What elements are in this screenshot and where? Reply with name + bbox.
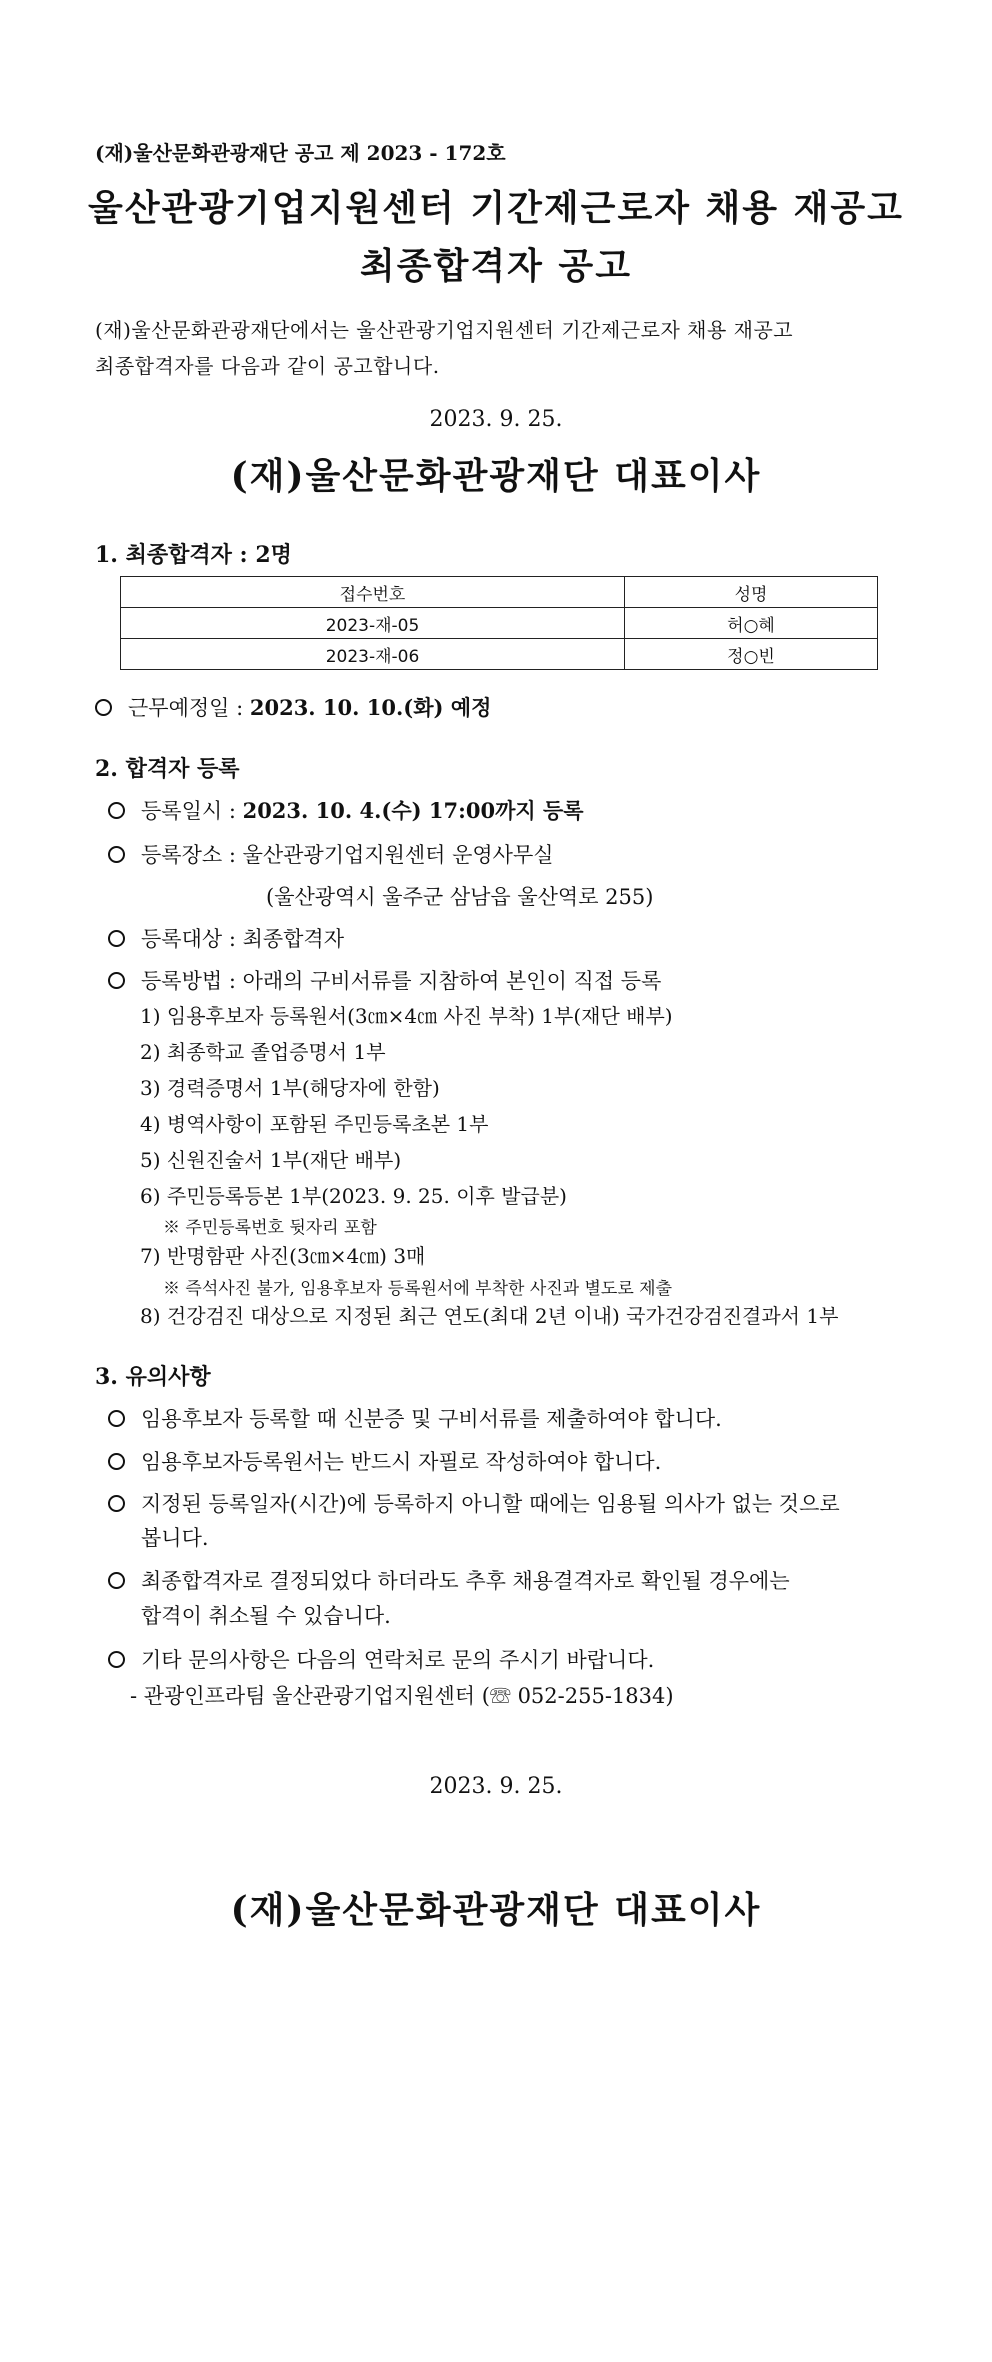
contact-line: - 관광인프라팀 울산관광기업지원센터 (☏ 052-255-1834) xyxy=(130,1684,674,1708)
finalist-table xyxy=(120,576,878,670)
reg-place-item xyxy=(108,839,554,869)
reg-datetime-label: 등록일시 : xyxy=(141,799,243,823)
reg-method-text: 등록방법 : 아래의 구비서류를 지참하여 본인이 직접 등록 xyxy=(141,969,662,993)
cell-receipt-number: 2023-재-05 xyxy=(121,608,625,639)
work-date-item xyxy=(95,692,491,722)
caution-item xyxy=(108,1565,790,1595)
caution-item xyxy=(108,1446,661,1476)
section1-heading: 1. 최종합격자 : 2명 xyxy=(95,542,292,568)
cell-receipt-number: 2023-재-06 xyxy=(121,639,625,670)
section3-heading: 3. 유의사항 xyxy=(95,1364,211,1390)
caution-continuation: 봅니다. xyxy=(141,1526,209,1550)
header-receipt-number: 접수번호 xyxy=(121,577,625,608)
caution-item xyxy=(108,1644,654,1674)
circle-bullet-icon xyxy=(108,802,125,819)
circle-bullet-icon xyxy=(108,972,125,989)
reg-datetime-item xyxy=(108,795,584,825)
document-item: 3) 경력증명서 1부(해당자에 한함) xyxy=(140,1076,440,1100)
document-note: ※ 주민등록번호 뒷자리 포함 xyxy=(163,1218,377,1238)
circle-bullet-icon xyxy=(108,1453,125,1470)
cell-name: 정○빈 xyxy=(625,639,878,670)
document-item: 2) 최종학교 졸업증명서 1부 xyxy=(140,1040,386,1064)
reg-target-text: 등록대상 : 최종합격자 xyxy=(141,927,344,951)
circle-bullet-icon xyxy=(95,699,112,716)
table-header-row xyxy=(121,577,878,608)
top-date: 2023. 9. 25. xyxy=(429,407,563,432)
circle-bullet-icon xyxy=(108,1651,125,1668)
reg-method-item xyxy=(108,965,661,995)
caution-text: 임용후보자등록원서는 반드시 자필로 작성하여야 합니다. xyxy=(141,1450,662,1474)
document-item: 8) 건강검진 대상으로 지정된 최근 연도(최대 2년 이내) 국가건강검진결과서 1부 xyxy=(140,1304,839,1328)
circle-bullet-icon xyxy=(108,1495,125,1512)
bottom-issuer: (재)울산문화관광재단 대표이사 xyxy=(230,1889,762,1931)
reg-datetime-value: 2023. 10. 4.(수) 17:00까지 등록 xyxy=(242,798,584,823)
document-item: 7) 반명함판 사진(3㎝×4㎝) 3매 xyxy=(140,1244,426,1268)
section2-heading: 2. 합격자 등록 xyxy=(95,756,240,782)
document-note: ※ 즉석사진 불가, 임용후보자 등록원서에 부착한 사진과 별도로 제출 xyxy=(163,1279,673,1299)
intro-line2: 최종합격자를 다음과 같이 공고합니다. xyxy=(95,354,440,378)
circle-bullet-icon xyxy=(108,930,125,947)
top-issuer: (재)울산문화관광재단 대표이사 xyxy=(230,455,762,497)
caution-text: 최종합격자로 결정되었다 하더라도 추후 채용결격자로 확인될 경우에는 xyxy=(141,1569,790,1593)
reg-place-text: 등록장소 : 울산관광기업지원센터 운영사무실 xyxy=(141,843,554,867)
caution-text: 지정된 등록일자(시간)에 등록하지 아니할 때에는 임용될 의사가 없는 것으로 xyxy=(141,1492,840,1516)
circle-bullet-icon xyxy=(108,846,125,863)
document-item: 5) 신원진술서 1부(재단 배부) xyxy=(140,1148,402,1172)
bottom-date: 2023. 9. 25. xyxy=(429,1774,563,1799)
intro-line1: (재)울산문화관광재단에서는 울산관광기업지원센터 기간제근로자 채용 재공고 xyxy=(95,318,794,342)
document-item: 6) 주민등록등본 1부(2023. 9. 25. 이후 발급분) xyxy=(140,1184,567,1208)
page-title-line2: 최종합격자 공고 xyxy=(360,245,632,287)
caution-continuation: 합격이 취소될 수 있습니다. xyxy=(141,1604,391,1628)
table-row xyxy=(121,608,878,639)
circle-bullet-icon xyxy=(108,1410,125,1427)
notice-number: (재)울산문화관광재단 공고 제 2023 - 172호 xyxy=(95,141,506,165)
header-name: 성명 xyxy=(625,577,878,608)
page-title-line1: 울산관광기업지원센터 기간제근로자 채용 재공고 xyxy=(88,187,904,229)
reg-place-address: (울산광역시 울주군 삼남읍 울산역로 255) xyxy=(266,885,654,909)
table-row xyxy=(121,639,878,670)
circle-bullet-icon xyxy=(108,1572,125,1589)
work-date-value: 2023. 10. 10.(화) 예정 xyxy=(249,695,492,720)
work-date-label: 근무예정일 : xyxy=(128,696,250,720)
caution-text: 기타 문의사항은 다음의 연락처로 문의 주시기 바랍니다. xyxy=(141,1648,655,1672)
caution-item xyxy=(108,1488,840,1518)
document-item: 1) 임용후보자 등록원서(3㎝×4㎝ 사진 부착) 1부(재단 배부) xyxy=(140,1004,673,1028)
caution-item xyxy=(108,1403,722,1433)
cell-name: 허○혜 xyxy=(625,608,878,639)
document-item: 4) 병역사항이 포함된 주민등록초본 1부 xyxy=(140,1112,489,1136)
reg-target-item xyxy=(108,923,344,953)
caution-text: 임용후보자 등록할 때 신분증 및 구비서류를 제출하여야 합니다. xyxy=(141,1407,722,1431)
